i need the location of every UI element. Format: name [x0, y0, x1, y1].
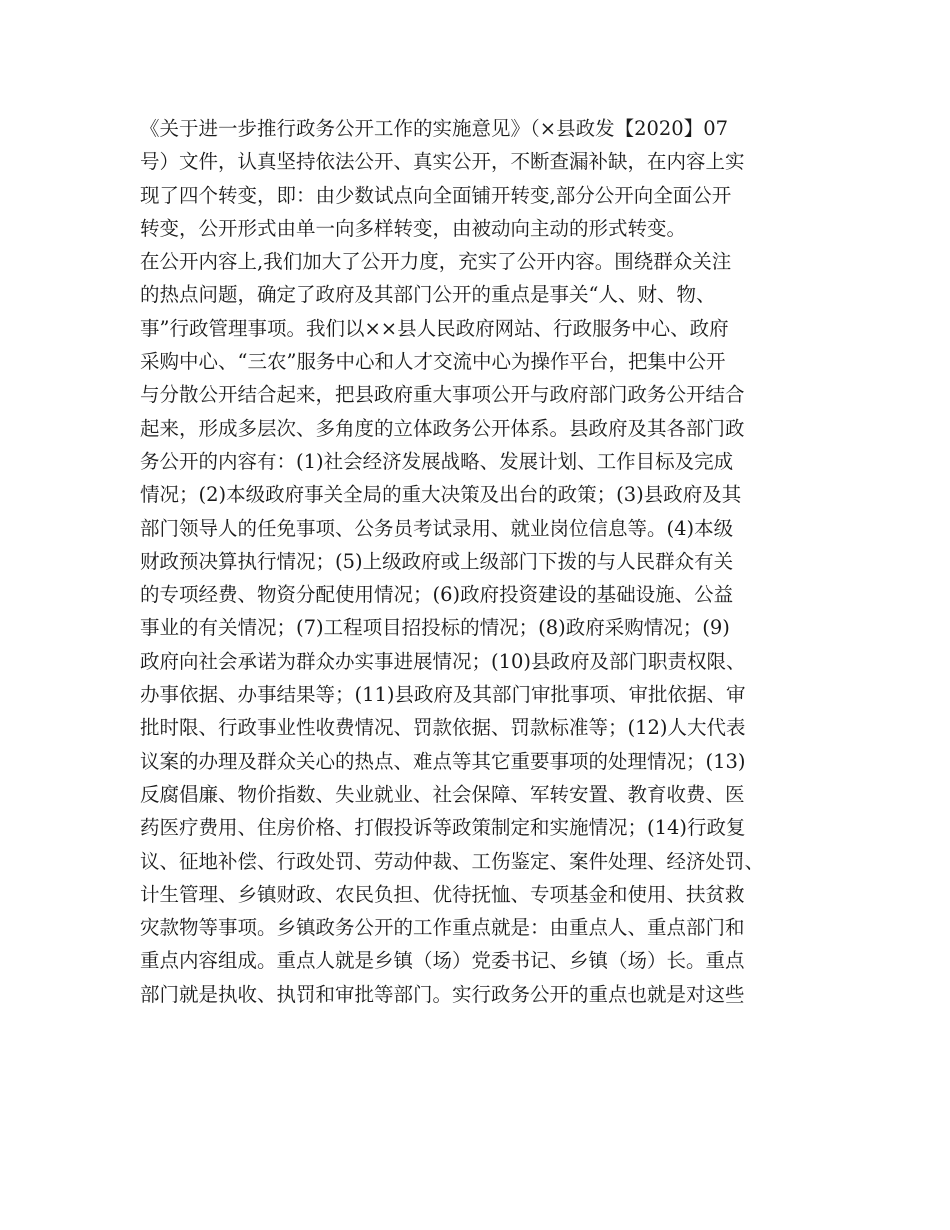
text-line: 起来，形成多层次、多角度的立体政务公开体系。县政府及其各部门政 — [140, 416, 745, 440]
text-line: 重点内容组成。重点人就是乡镇（场）党委书记、乡镇（场）长。重点 — [140, 949, 745, 973]
text-line: 的专项经费、物资分配使用情况；(6)政府投资建设的基础设施、公益 — [140, 583, 734, 607]
text-line: 与分散公开结合起来，把县政府重大事项公开与政府部门政务公开结合 — [140, 383, 745, 407]
text-line: 情况；(2)本级政府事关全局的重大决策及出台的政策；(3)县政府及其 — [140, 483, 742, 507]
text-line: 反腐倡廉、物价指数、失业就业、社会保障、军转安置、教育收费、医 — [140, 782, 745, 806]
text-line: 部门领导人的任免事项、公务员考试录用、就业岗位信息等。(4)本级 — [140, 516, 734, 540]
text-line: 财政预决算执行情况；(5)上级政府或上级部门下拨的与人民群众有关 — [140, 549, 734, 573]
text-line: 灾款物等事项。乡镇政务公开的工作重点就是：由重点人、重点部门和 — [140, 916, 745, 940]
text-line: 《关于进一步推行政务公开工作的实施意见》（×县政发【2020】07 — [140, 117, 729, 140]
text-line: 事业的有关情况；(7)工程项目招投标的情况；(8)政府采购情况；(9) — [140, 616, 730, 640]
text-line: 议案的办理及群众关心的热点、难点等其它重要事项的处理情况；(13) — [140, 749, 746, 773]
text-line: 议、征地补偿、行政处罚、劳动仲裁、工伤鉴定、案件处理、经济处罚、 — [140, 849, 765, 873]
text-line: 转变，公开形式由单一向多样转变，由被动向主动的形式转变。 — [140, 216, 687, 240]
text-line: 药医疗费用、住房价格、打假投诉等政策制定和实施情况；(14)行政复 — [140, 816, 746, 840]
text-line: 现了四个转变，即：由少数试点向全面铺开转变,部分公开向全面公开 — [140, 183, 732, 207]
text-line: 采购中心、“三农”服务中心和人才交流中心为操作平台，把集中公开 — [140, 350, 726, 374]
text-line: 务公开的内容有：(1)社会经济发展战略、发展计划、工作目标及完成 — [140, 449, 734, 473]
body-text — [140, 112, 830, 1011]
text-line: 在公开内容上,我们加大了公开力度，充实了公开内容。围绕群众关注 — [140, 250, 732, 274]
text-line: 办事依据、办事结果等；(11)县政府及其部门审批事项、审批依据、审 — [140, 683, 746, 707]
text-line: 事”行政管理事项。我们以××县人民政府网站、行政服务中心、政府 — [140, 316, 729, 340]
text-line: 政府向社会承诺为群众办实事进展情况；(10)县政府及部门职责权限、 — [140, 649, 746, 673]
text-line: 计生管理、乡镇财政、农民负担、优待抚恤、专项基金和使用、扶贫救 — [140, 882, 745, 906]
text-line: 的热点问题，确定了政府及其部门公开的重点是事关“人、财、物、 — [140, 283, 716, 307]
text-line: 号）文件，认真坚持依法公开、真实公开，不断查漏补缺，在内容上实 — [140, 150, 745, 174]
text-line: 批时限、行政事业性收费情况、罚款依据、罚款标准等；(12)人大代表 — [140, 716, 746, 740]
text-line: 部门就是执收、执罚和审批等部门。实行政务公开的重点也就是对这些 — [140, 982, 745, 1006]
